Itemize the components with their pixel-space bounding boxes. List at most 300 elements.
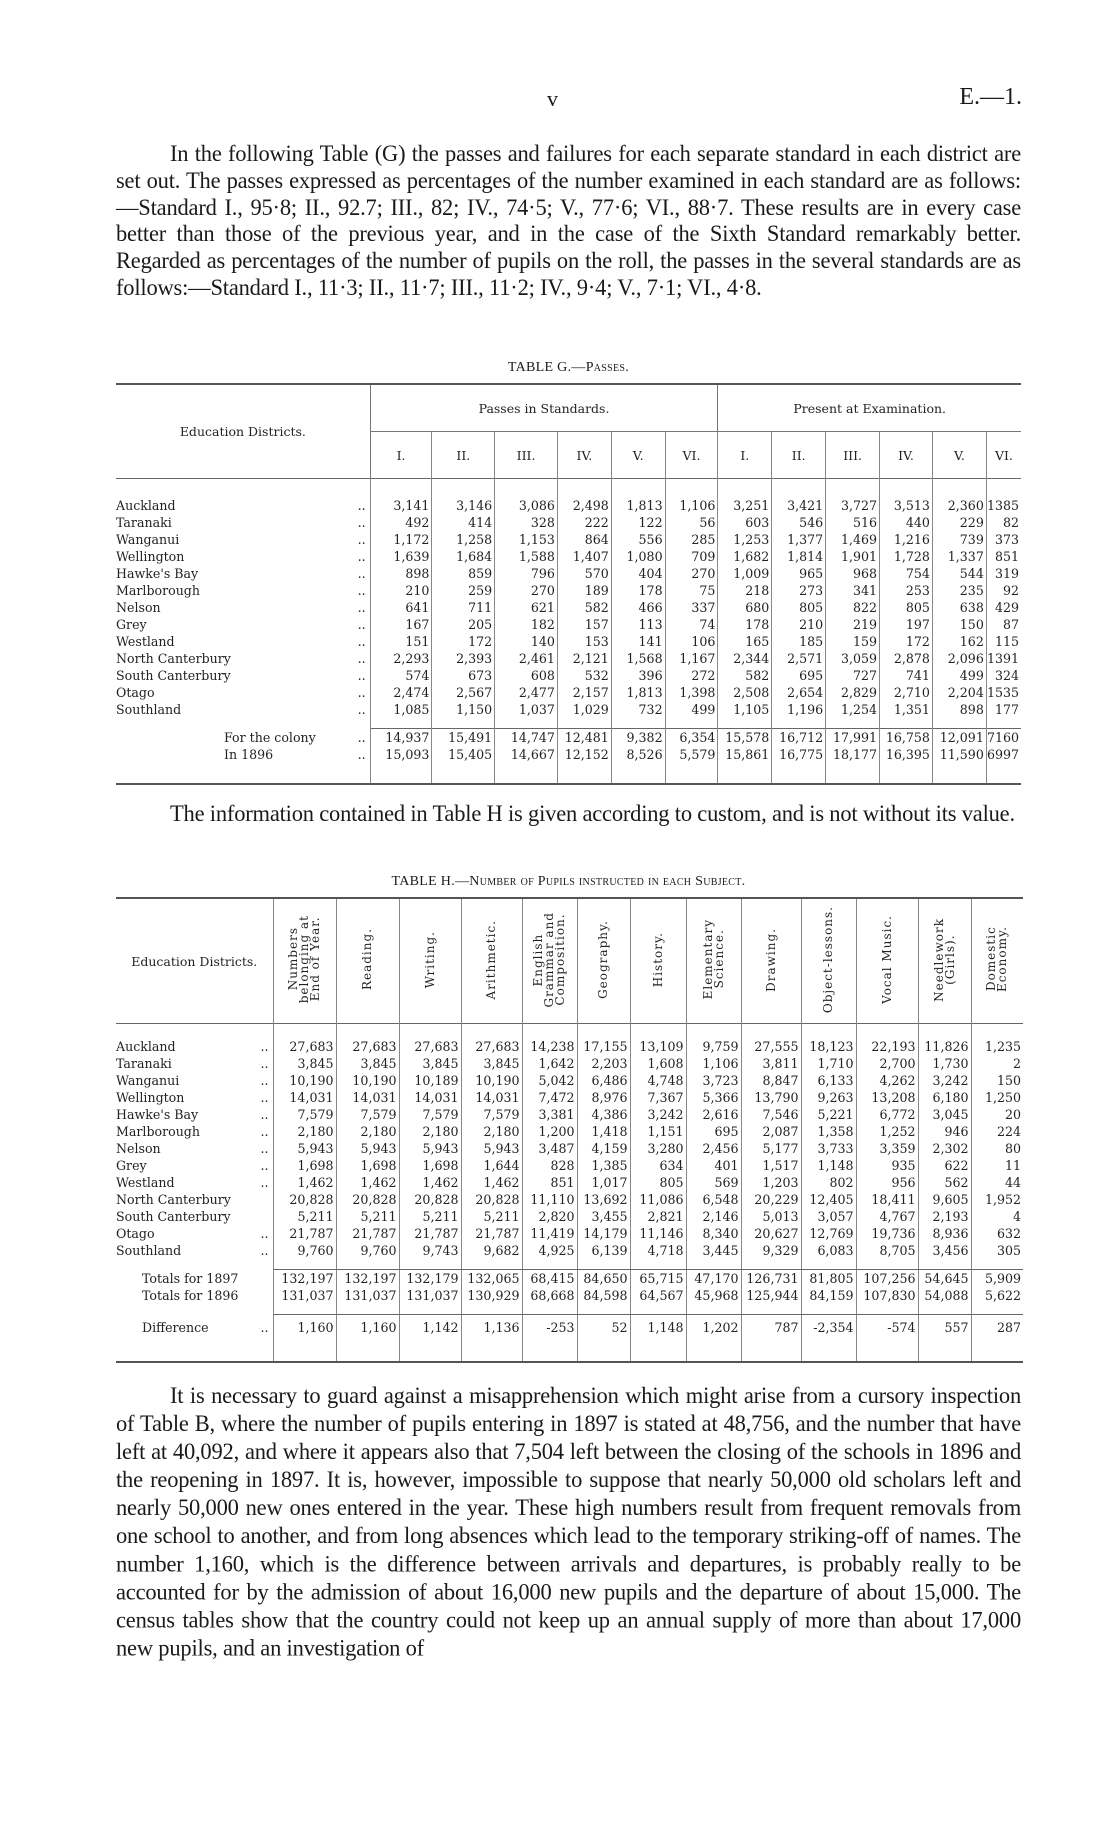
subject-header (971, 898, 1023, 1024)
subject-header-text (362, 928, 373, 990)
subject-header-line: (Girls). (942, 934, 957, 985)
cell-value: 12,405 (801, 1191, 856, 1208)
cell-value: 9,759 (686, 1038, 741, 1055)
cell-value: 622 (918, 1157, 971, 1174)
table-row (116, 1089, 1023, 1106)
cell-value: 1,009 (718, 565, 772, 582)
difference-value: 1,202 (686, 1315, 741, 1341)
cell-value: 162 (932, 633, 986, 650)
cell-value: 2,180 (461, 1123, 522, 1140)
difference-value: 52 (577, 1315, 630, 1341)
paragraph-misapprehension: It is necessary to guard against a misapprehension which might arise from a cursory inspection of Table B, where the number of pupils entering in 1897 is stated at 48,756, and the number that have left at 40,092, and where it appears also that 7,504 left between the closing of the schools in 1896 and the reopening in 1897. It is, however, impossible to suppose that nearly 50,000 old scholars left and nearly 50,000 new ones entered in the year. These high numbers result from frequent removals from one school to another, and from long absences which lead to the temporary striking-off of names. The number 1,160, which is the difference between arrivals and departures, is probably really to be accounted for by the admission of about 16,000 new pupils and the departure of about 15,000. The census tables show that the country could not keep up an annual supply of more than about 17,000 new pupils, and an investigation of (116, 1382, 1021, 1661)
cell-value: 222 (557, 514, 611, 531)
district-label: Wellington (116, 1090, 185, 1105)
total-value: 65,715 (630, 1270, 686, 1288)
table-row (116, 1174, 1023, 1191)
cell-value: 1,814 (772, 548, 826, 565)
district-label: Southland (116, 702, 182, 717)
cell-value: 44 (971, 1174, 1023, 1191)
total-value: 45,968 (686, 1287, 741, 1304)
table-row (116, 616, 1021, 633)
cell-value: 92 (986, 582, 1021, 599)
cell-value: 805 (630, 1174, 686, 1191)
cell-value: 12,769 (801, 1225, 856, 1242)
cell-value: 4,748 (630, 1072, 686, 1089)
cell-value: 1,106 (665, 497, 718, 514)
total-value: 15,093 (370, 746, 432, 763)
table-g-district-header: Education Districts. (116, 384, 370, 479)
cell-value: 80 (971, 1140, 1023, 1157)
cell-value: 224 (971, 1123, 1023, 1140)
district-name (116, 548, 370, 565)
cell-value: 10,189 (399, 1072, 461, 1089)
cell-value: 401 (686, 1157, 741, 1174)
leader-dots: .. (260, 1141, 269, 1156)
cell-value: 3,242 (918, 1072, 971, 1089)
district-name (116, 1055, 273, 1072)
cell-value: 935 (856, 1157, 918, 1174)
cell-value: 1,151 (630, 1123, 686, 1140)
cell-value: 3,487 (522, 1140, 577, 1157)
table-row (116, 599, 1021, 616)
leader-dots: .. (357, 729, 366, 745)
cell-value: 9,682 (461, 1242, 522, 1259)
leader-dots: .. (260, 1158, 269, 1173)
cell-value: 2,087 (741, 1123, 801, 1140)
cell-value: 822 (826, 599, 880, 616)
table-row (116, 633, 1021, 650)
cell-value: 1,813 (611, 497, 665, 514)
cell-value: 3,845 (461, 1055, 522, 1072)
cell-value: 151 (370, 633, 432, 650)
district-label: Grey (116, 617, 147, 632)
leader-dots: .. (357, 651, 366, 666)
present-standard-header: IV. (880, 432, 933, 479)
cell-value: 8,340 (686, 1225, 741, 1242)
total-value: 11,590 (932, 746, 986, 763)
subject-header-text (650, 931, 665, 988)
cell-value: 603 (718, 514, 772, 531)
subject-header (686, 898, 741, 1024)
total-value: 64,567 (630, 1287, 686, 1304)
cell-value: 1,200 (522, 1123, 577, 1140)
district-name (116, 701, 370, 718)
cell-value: 796 (495, 565, 558, 582)
district-name (116, 1242, 273, 1259)
total-value: 12,152 (557, 746, 611, 763)
cell-value: 4,386 (577, 1106, 630, 1123)
district-label: Taranaki (116, 515, 172, 530)
total-value: 9,382 (611, 729, 665, 747)
cell-value: 946 (918, 1123, 971, 1140)
cell-value: 2,146 (686, 1208, 741, 1225)
leader-dots: .. (260, 1090, 269, 1105)
table-row (116, 565, 1021, 582)
cell-value: 1,080 (611, 548, 665, 565)
leader-dots: .. (260, 1226, 269, 1241)
cell-value: 1,167 (665, 650, 718, 667)
cell-value: 20,229 (741, 1191, 801, 1208)
cell-value: 1,462 (399, 1174, 461, 1191)
total-value: 132,179 (399, 1270, 461, 1288)
cell-value: 3,513 (880, 497, 933, 514)
district-name (116, 1191, 273, 1208)
cell-value: 1,517 (741, 1157, 801, 1174)
total-value: 6997 (986, 747, 1019, 762)
district-name (116, 599, 370, 616)
table-row (116, 701, 1021, 718)
totals-row (116, 1270, 1023, 1288)
page-number: v (547, 86, 558, 111)
cell-value: 5,943 (336, 1140, 399, 1157)
total-value: 107,830 (856, 1287, 918, 1304)
cell-value: 1,105 (718, 701, 772, 718)
cell-value: 4,159 (577, 1140, 630, 1157)
leader-dots: .. (357, 515, 366, 530)
cell-value: 27,683 (399, 1038, 461, 1055)
district-label: Nelson (116, 1141, 161, 1156)
district-name (116, 1106, 273, 1123)
cell-value: 570 (557, 565, 611, 582)
cell-value: 544 (932, 565, 986, 582)
subject-header-text (598, 920, 609, 999)
district-name (116, 1123, 273, 1140)
present-standard-header: II. (772, 432, 826, 479)
cell-value: 11,826 (918, 1038, 971, 1055)
cell-value: 3,445 (686, 1242, 741, 1259)
cell-value: 189 (557, 582, 611, 599)
cell-value: 159 (826, 633, 880, 650)
district-label: North Canterbury (116, 1192, 231, 1207)
district-label: Nelson (116, 600, 161, 615)
leader-dots: .. (260, 1175, 269, 1190)
cell-value: 14,031 (461, 1089, 522, 1106)
table-row (116, 1123, 1023, 1140)
leader-dots: .. (357, 583, 366, 598)
cell-value: 582 (718, 667, 772, 684)
present-standard-header: VI. (986, 432, 1021, 479)
table-row (116, 650, 1021, 667)
cell-value: 341 (826, 582, 880, 599)
leader-dots: .. (357, 600, 366, 615)
cell-value: 20,828 (273, 1191, 336, 1208)
cell-value: 2,700 (856, 1055, 918, 1072)
cell-value: 18,123 (801, 1038, 856, 1055)
cell-value: 210 (772, 616, 826, 633)
totals-label-text: For the colony (224, 729, 316, 745)
cell-value: 21,787 (399, 1225, 461, 1242)
leader-dots: .. (260, 1243, 269, 1258)
cell-value: 3,455 (577, 1208, 630, 1225)
document-reference: E.—1. (959, 84, 1022, 110)
cell-value: 165 (718, 633, 772, 650)
present-standard-header: V. (932, 432, 986, 479)
cell-value: 828 (522, 1157, 577, 1174)
cell-value: 11 (971, 1157, 1023, 1174)
cell-value: 1,469 (826, 531, 880, 548)
total-value: 14,937 (370, 729, 432, 747)
cell-value: 2,193 (918, 1208, 971, 1225)
total-value: 12,091 (932, 729, 986, 747)
cell-value: 1,153 (495, 531, 558, 548)
cell-value: 414 (432, 514, 495, 531)
cell-value: 1,639 (370, 548, 432, 565)
table-row (116, 1225, 1023, 1242)
district-name (116, 1072, 273, 1089)
cell-value: 5,211 (461, 1208, 522, 1225)
cell-value: 2,344 (718, 650, 772, 667)
total-value: 16,775 (772, 746, 826, 763)
difference-value: 1,148 (630, 1315, 686, 1341)
district-name (116, 667, 370, 684)
cell-value: 2,096 (932, 650, 986, 667)
cell-value: 1385 (986, 498, 1019, 513)
district-label: South Canterbury (116, 1209, 231, 1224)
cell-value: 2,360 (932, 497, 986, 514)
total-value: 8,526 (611, 746, 665, 763)
cell-value: 2,710 (880, 684, 933, 701)
total-value: 5,909 (971, 1270, 1023, 1288)
cell-value: 1,462 (461, 1174, 522, 1191)
cell-value: 3,242 (630, 1106, 686, 1123)
table-row (116, 497, 1021, 514)
cell-value: 27,683 (461, 1038, 522, 1055)
cell-value: 851 (522, 1174, 577, 1191)
cell-value: 14,179 (577, 1225, 630, 1242)
total-value: 126,731 (741, 1270, 801, 1288)
cell-value: 324 (986, 667, 1021, 684)
cell-value: 2,180 (336, 1123, 399, 1140)
cell-value: 2,180 (273, 1123, 336, 1140)
cell-value: 5,013 (741, 1208, 801, 1225)
cell-value: 5,211 (399, 1208, 461, 1225)
district-label: Auckland (116, 498, 176, 513)
subject-header-line: belonging at (297, 915, 311, 1004)
subject-header-line: Geography. (596, 920, 610, 999)
cell-value: 273 (772, 582, 826, 599)
district-name (116, 1157, 273, 1174)
cell-value: 3,086 (495, 497, 558, 514)
cell-value: 569 (686, 1174, 741, 1191)
cell-value: 2,474 (370, 684, 432, 701)
cell-value: 562 (918, 1174, 971, 1191)
passes-standard-header: I. (370, 432, 432, 479)
cell-value: 805 (772, 599, 826, 616)
total-value: 15,578 (718, 729, 772, 747)
difference-value: 787 (741, 1315, 801, 1341)
cell-value: 1,682 (718, 548, 772, 565)
subject-header (273, 898, 336, 1024)
cell-value: 2,498 (557, 497, 611, 514)
cell-value: 3,845 (273, 1055, 336, 1072)
cell-value: 2,302 (918, 1140, 971, 1157)
totals-label (116, 729, 370, 747)
total-value: 132,065 (461, 1270, 522, 1288)
subject-header-line: Economy. (995, 926, 1010, 993)
subject-header-text (700, 919, 726, 1000)
cell-value: 1,901 (826, 548, 880, 565)
cell-value: 673 (432, 667, 495, 684)
district-label: South Canterbury (116, 668, 231, 683)
subject-header-line: Numbers (286, 927, 300, 992)
cell-value: 965 (772, 565, 826, 582)
cell-value: 1,029 (557, 701, 611, 718)
cell-value: 8,936 (918, 1225, 971, 1242)
subject-header-line: End of Year. (308, 917, 322, 1002)
cell-value: 9,760 (273, 1242, 336, 1259)
present-standard-header: I. (718, 432, 772, 479)
cell-value: 727 (826, 667, 880, 684)
table-row (116, 1242, 1023, 1259)
cell-value: 709 (665, 548, 718, 565)
cell-value: 711 (432, 599, 495, 616)
cell-value: 2,180 (399, 1123, 461, 1140)
cell-value: 2,393 (432, 650, 495, 667)
totals-label (116, 746, 370, 763)
cell-value: 14,031 (336, 1089, 399, 1106)
district-label: Wanganui (116, 1073, 180, 1088)
cell-value: 1,698 (399, 1157, 461, 1174)
paragraph-passes-intro: In the following Table (G) the passes and failures for each separate standard in each district are set out. The passes expressed as percentages of the number examined in each standard are as follows:—Standard I., 95·8; II., 92.7; III., 82; IV., 74·5; V., 77·6; VI., 88·7. These results are in every case better than those of the previous year, and in the case of the Sixth Standard remarkably better. Regarded as percentages of the number of pupils on the roll, the passes in the several standards are as follows:—Standard I., 11·3; II., 11·7; III., 11·2; IV., 9·4; V., 7·1; VI., 4·8. (116, 140, 1021, 301)
table-row (116, 514, 1021, 531)
cell-value: 2,477 (495, 684, 558, 701)
cell-value: 205 (432, 616, 495, 633)
cell-value: 7,579 (461, 1106, 522, 1123)
cell-value: 178 (611, 582, 665, 599)
cell-value: 1,418 (577, 1123, 630, 1140)
total-value: 68,415 (522, 1270, 577, 1288)
leader-dots: .. (357, 498, 366, 513)
cell-value: 1,203 (741, 1174, 801, 1191)
cell-value: 9,605 (918, 1191, 971, 1208)
leader-dots: .. (357, 668, 366, 683)
difference-value: 1,160 (336, 1315, 399, 1341)
cell-value: 9,263 (801, 1089, 856, 1106)
leader-dots: .. (357, 566, 366, 581)
subject-header (336, 898, 399, 1024)
subject-header-line: Needlework (931, 917, 946, 1002)
cell-value: 805 (880, 599, 933, 616)
cell-value: 7,579 (273, 1106, 336, 1123)
table-h-district-header: Education Districts. (131, 953, 258, 969)
total-value: 125,944 (741, 1287, 801, 1304)
cell-value: 106 (665, 633, 718, 650)
leader-dots: .. (357, 702, 366, 717)
difference-row (116, 1315, 1023, 1341)
cell-value: 956 (856, 1174, 918, 1191)
cell-value: 2,121 (557, 650, 611, 667)
cell-value: 2,293 (370, 650, 432, 667)
cell-value: 2,878 (880, 650, 933, 667)
leader-dots: .. (260, 1056, 269, 1071)
difference-value: 557 (918, 1315, 971, 1341)
district-name (116, 650, 370, 667)
cell-value: 20,627 (741, 1225, 801, 1242)
cell-value: 968 (826, 565, 880, 582)
cell-value: 6,133 (801, 1072, 856, 1089)
subject-header-line: Writing. (422, 930, 437, 989)
cell-value: 150 (932, 616, 986, 633)
cell-value: 3,456 (918, 1242, 971, 1259)
cell-value: 20 (971, 1106, 1023, 1123)
subject-header-text (931, 917, 957, 1002)
total-value: 107,256 (856, 1270, 918, 1288)
cell-value: 17,155 (577, 1038, 630, 1055)
cell-value: 3,845 (399, 1055, 461, 1072)
cell-value: 27,683 (273, 1038, 336, 1055)
cell-value: 6,083 (801, 1242, 856, 1259)
cell-value: 2,820 (522, 1208, 577, 1225)
cell-value: 851 (986, 548, 1021, 565)
cell-value: 864 (557, 531, 611, 548)
leader-dots: .. (357, 617, 366, 632)
cell-value: 4 (971, 1208, 1023, 1225)
cell-value: 21,787 (336, 1225, 399, 1242)
cell-value: 10,190 (273, 1072, 336, 1089)
difference-value: 287 (971, 1315, 1023, 1341)
cell-value: 532 (557, 667, 611, 684)
cell-value: 153 (557, 633, 611, 650)
table-row (116, 1038, 1023, 1055)
table-g-group-present: Present at Examination. (718, 384, 1021, 432)
cell-value: 373 (986, 531, 1021, 548)
cell-value: 229 (932, 514, 986, 531)
district-label: Westland (116, 1175, 175, 1190)
table-row (116, 1072, 1023, 1089)
cell-value: 328 (495, 514, 558, 531)
passes-standard-header: V. (611, 432, 665, 479)
totals-label-text: Totals for 1897 (142, 1270, 239, 1286)
cell-value: 19,736 (856, 1225, 918, 1242)
cell-value: 2 (971, 1055, 1023, 1072)
cell-value: 5,177 (741, 1140, 801, 1157)
cell-value: 1,172 (370, 531, 432, 548)
cell-value: 9,329 (741, 1242, 801, 1259)
subject-header (918, 898, 971, 1024)
cell-value: 3,057 (801, 1208, 856, 1225)
table-row (116, 531, 1021, 548)
total-value: 54,645 (918, 1270, 971, 1288)
subject-header (630, 898, 686, 1024)
leader-dots: .. (357, 685, 366, 700)
cell-value: 21,787 (273, 1225, 336, 1242)
district-label: Otago (116, 1226, 155, 1241)
district-name (116, 531, 370, 548)
cell-value: 6,548 (686, 1191, 741, 1208)
table-row (116, 1208, 1023, 1225)
cell-value: 1,568 (611, 650, 665, 667)
cell-value: 754 (880, 565, 933, 582)
cell-value: 732 (611, 701, 665, 718)
cell-value: 172 (432, 633, 495, 650)
cell-value: 1,407 (557, 548, 611, 565)
cell-value: 2,567 (432, 684, 495, 701)
district-name (116, 1174, 273, 1191)
total-value: 130,929 (461, 1287, 522, 1304)
cell-value: 499 (665, 701, 718, 718)
table-row (116, 1140, 1023, 1157)
total-value: 7160 (986, 730, 1019, 745)
difference-value: 1,136 (461, 1315, 522, 1341)
cell-value: 3,727 (826, 497, 880, 514)
table-g-group-passes: Passes in Standards. (370, 384, 718, 432)
passes-standard-header: VI. (665, 432, 718, 479)
subject-header-text (486, 920, 497, 999)
subject-header-text (288, 915, 321, 1003)
total-value: 16,395 (880, 746, 933, 763)
cell-value: 898 (932, 701, 986, 718)
cell-value: 210 (370, 582, 432, 599)
